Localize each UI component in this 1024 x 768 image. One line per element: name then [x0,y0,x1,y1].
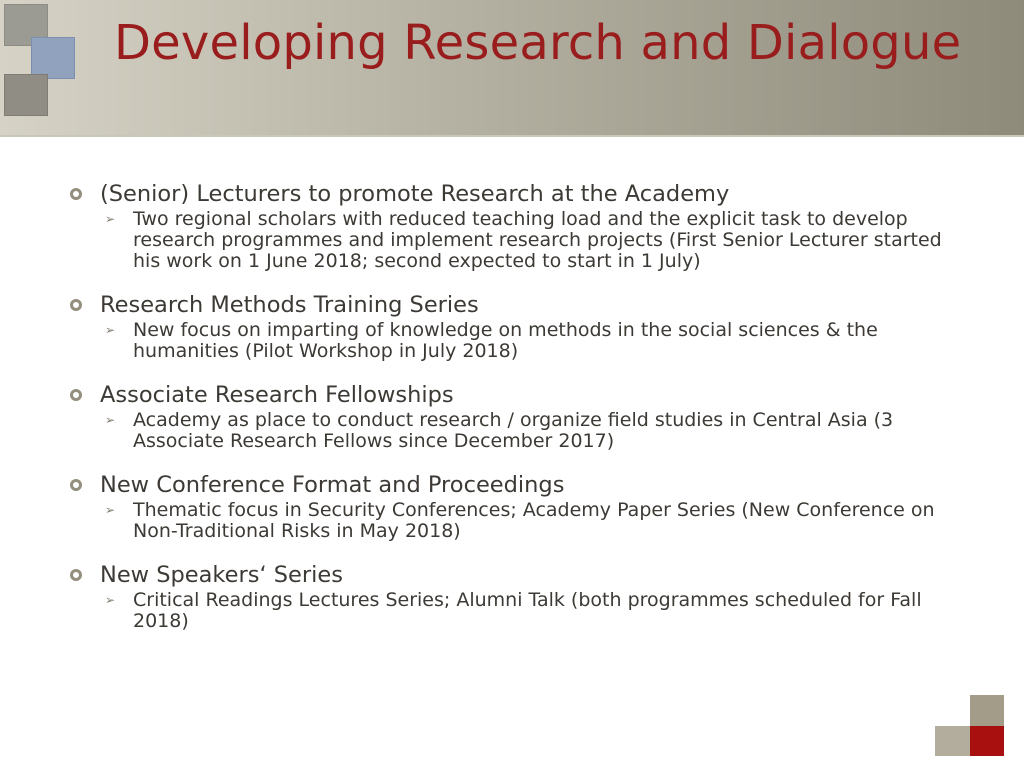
bullet-heading [70,291,970,319]
circle-bullet-icon [70,479,82,491]
circle-bullet-icon [70,188,82,200]
decorative-square [31,37,75,79]
arrow-bullet-icon: ➢ [105,593,116,607]
bullet-heading-text: New Speakers‘ Series [100,562,343,588]
bullet-detail [105,319,970,362]
list-item [70,471,970,542]
corner-decoration [970,695,1004,726]
bullet-heading [70,381,970,409]
bullet-detail-text: Critical Readings Lectures Series; Alumni Talk (both programmes scheduled for Fall 2018) [133,589,922,632]
bullet-heading-text: Associate Research Fellowships [100,382,454,408]
arrow-bullet-icon: ➢ [105,413,116,427]
bullet-heading-text: Research Methods Training Series [100,292,479,318]
corner-decoration [935,726,970,756]
decorative-square [4,74,48,116]
arrow-bullet-icon: ➢ [105,503,116,517]
circle-bullet-icon [70,569,82,581]
bullet-heading-text: New Conference Format and Proceedings [100,472,565,498]
list-item [70,180,970,272]
list-item [70,381,970,452]
bullet-detail [105,409,970,452]
bullet-detail-text: Two regional scholars with reduced teaching load and the explicit task to develop research programmes and implement research projects (First Senior Lecturer started his work on 1 June 2018; second expected to start in 1 July) [133,208,942,272]
bullet-detail-text: Academy as place to conduct research / organize field studies in Central Asia (3 Associate Research Fellows since December 2017) [133,409,894,452]
slide-header [0,0,1024,137]
bullet-detail-text: New focus on imparting of knowledge on methods in the social sciences & the humanities (Pilot Workshop in July 2018) [133,319,878,362]
bullet-detail [105,499,970,542]
bullet-list [70,180,970,651]
bullet-detail-text: Thematic focus in Security Conferences; Academy Paper Series (New Conference on Non-Traditional Risks in May 2018) [133,499,935,542]
list-item [70,291,970,362]
corner-decoration-accent [970,726,1004,756]
bullet-heading [70,471,970,499]
bullet-detail [105,589,970,632]
bullet-detail [105,208,970,272]
bullet-heading [70,561,970,589]
bullet-heading [70,180,970,208]
arrow-bullet-icon: ➢ [105,212,116,226]
slide-title: Developing Research and Dialogue [114,15,962,71]
bullet-heading-text: (Senior) Lecturers to promote Research at the Academy [100,181,730,207]
circle-bullet-icon [70,299,82,311]
list-item [70,561,970,632]
arrow-bullet-icon: ➢ [105,323,116,337]
circle-bullet-icon [70,389,82,401]
